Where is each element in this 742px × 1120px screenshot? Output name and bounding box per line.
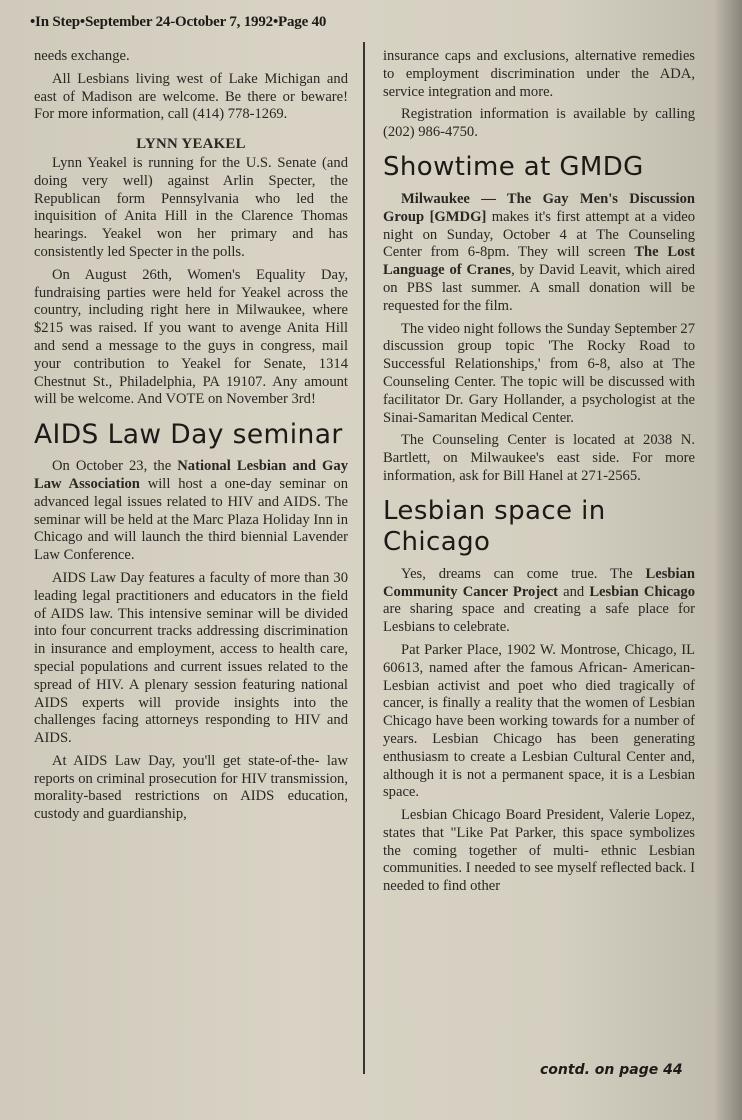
org-name-bold: Lesbian Community Cancer Project [383, 565, 695, 600]
paragraph [383, 566, 695, 637]
paragraph: Lesbian Chicago Board President, Valerie Lopez, states that "Like Pat Parker, this space symbolizes the coming together of multi- ethnic Lesbian communities. I needed to see myself reflected back. I needed to find other [383, 807, 695, 895]
paragraph: Pat Parker Place, 1902 W. Montrose, Chicago, IL 60613, named after the famous African- American- Lesbian activist and poet who died tragically of cancer, is finally a reality that the women of Lesbian Chicago have been working towards for a number of years. Lesbian Chicago has been generating enthusiasm to create a Lesbian Cultural Center and, although it is not a permanent space, it is a Lesbian space. [383, 641, 695, 801]
left-column [34, 48, 348, 829]
text-run: are sharing space and creating a safe place for Lesbians to celebrate. [383, 601, 695, 636]
org-name-bold: National Lesbian and Gay Law Association [34, 458, 348, 492]
column-divider [363, 42, 365, 1074]
paragraph [34, 458, 348, 565]
paragraph: The Counseling Center is located at 2038 N. Bartlett, on Milwaukee's east side. For more information, ask for Bill Hanel at 271-2565. [383, 432, 695, 484]
paragraph: The video night follows the Sunday September 27 discussion group topic 'The Rocky Road to Successful Relationships,' from 6-8, also at The Counseling Center. The topic will be discussed with facilitator Dr. Gary Hollander, a psychologist at the Sinai-Samaritan Medical Center. [383, 320, 695, 426]
paragraph: AIDS Law Day features a faculty of more than 30 leading legal practitioners and educators in the field of AIDS law. This intensive seminar will be divided into four concurrent tracks addressing discrimination in insurance and employment, access to health care, special populations and current issues related to the spread of HIV. A plenary session featuring national AIDS experts will provide insights into the challenges facing attorneys responding to HIV and AIDS. [34, 569, 348, 747]
paragraph: insurance caps and exclusions, alternative remedies to employment discrimination under the ADA, service integration and more. [383, 48, 695, 100]
page-edge-shadow [714, 0, 742, 1120]
headline-aids-law-day: AIDS Law Day seminar [34, 419, 343, 451]
text-run: Yes, dreams can come true. The [401, 565, 646, 582]
paragraph [383, 191, 695, 316]
subhead-lynn-yeakel: LYNN YEAKEL [136, 136, 246, 153]
film-title-bold: The Lost Language of Cranes [383, 244, 695, 279]
org-name-bold: Gay Men's Discussion Group [GMDG] [383, 190, 695, 225]
dateline-bold: Milwaukee — The [401, 190, 543, 207]
paragraph: Registration information is available by calling (202) 986-4750. [383, 106, 695, 141]
text-run: On October 23, the [52, 458, 178, 475]
text-run: and [558, 583, 590, 600]
right-column [383, 48, 695, 901]
org-name-bold: Lesbian Chicago [589, 583, 695, 600]
paragraph: Lynn Yeakel is running for the U.S. Senate (and doing very well) against Arlin Specter, the Republican form Pennsylvania who led the inquisition of Anita Hill in the Clarence Thomas hearings. Yeakel won her primary and has consistently led Specter in the polls. [34, 154, 348, 260]
text-run: , by David Leavit, which aired on PBS last summer. A small donation will be requested for the film. [383, 262, 695, 314]
paragraph: All Lesbians living west of Lake Michigan and east of Madison are welcome. Be there or beware! For more information, call (414) 778-1269. [34, 70, 348, 123]
headline-showtime-gmdg: Showtime at GMDG [383, 151, 644, 182]
paragraph: On August 26th, Women's Equality Day, fundraising parties were held for Yeakel across the country, including right here in Milwaukee, where $215 was raised. If you want to avenge Anita Hill and send a message to the guys in congress, mail your contribution to Yeakel for Senate, 1314 Chestnut St., Philadelphia, PA 19107. Any amount will be welcome. And VOTE on November 3rd! [34, 266, 348, 408]
text-run: makes it's first attempt at a video night on Sunday, October 4 at The Counseling Center from 6-8pm. They will screen [383, 208, 696, 261]
text-run: will host a one-day seminar on advanced legal issues related to HIV and AIDS. The seminar will be held at the Marc Plaza Holiday Inn in Chicago and will launch the third biennial Lavender Law Conference. [34, 475, 348, 564]
paragraph: At AIDS Law Day, you'll get state-of-the- law reports on criminal prosecution for HIV transmission, morality-based restrictions on AIDS education, custody and guardianship, [34, 752, 348, 823]
page-header: •In Step•September 24-October 7, 1992•Page 40 [30, 14, 327, 30]
headline-lesbian-space-chicago: Lesbian space in Chicago [383, 495, 606, 557]
continued-on-page-note: contd. on page 44 [540, 1062, 683, 1078]
paragraph: needs exchange. [34, 48, 130, 64]
